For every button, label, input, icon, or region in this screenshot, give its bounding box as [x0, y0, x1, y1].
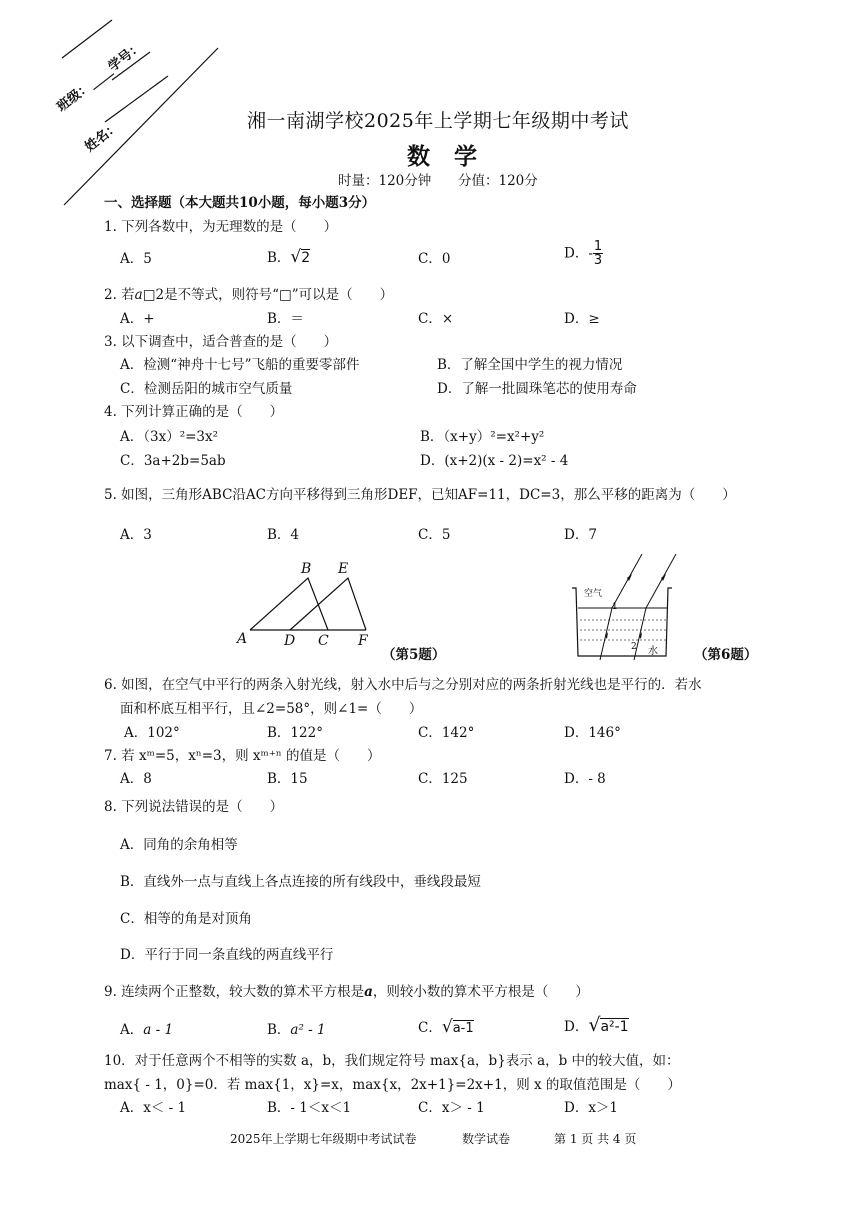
q6-option-c: C．142° [418, 725, 475, 741]
sqrt-icon: √ [441, 1017, 453, 1037]
fig5-caption: （第5题） [382, 647, 446, 663]
fig6-caption: （第6题） [694, 647, 758, 663]
q7-option-c: C．125 [418, 771, 468, 787]
q7-option-d: D．- 8 [564, 771, 606, 787]
footer-exam-name: 2025年上学期七年级期中考试试卷 [230, 1132, 417, 1146]
fig6-water-label: 水 [648, 646, 658, 657]
q5-option-c: C．5 [418, 527, 451, 543]
q8-option-c: C．相等的角是对顶角 [120, 911, 252, 927]
binding-lines [0, 0, 230, 220]
exam-title: 湘一南湖学校2025年上学期七年级期中考试 [247, 110, 629, 132]
q2-stem: 2. 若a□2是不等式，则符号“□”可以是（ ） [104, 287, 394, 303]
subject-title: 数 学 [407, 143, 486, 170]
q8-option-b: B．直线外一点与直线上各点连接的所有线段中，垂线段最短 [120, 874, 481, 890]
fig5-label-a: A [237, 631, 248, 647]
fig5-label-d: D [284, 633, 296, 649]
q3-option-d: D．了解一批圆珠笔芯的使用寿命 [437, 381, 637, 397]
q4-option-a: A．（3x）²=3x² [120, 429, 219, 445]
q4-option-c: C．3a+2b=5ab [120, 453, 226, 469]
fig5-label-e: E [338, 561, 349, 577]
q9-option-d: D．√a²-1 [564, 1014, 629, 1036]
time-info: 时量：120分钟 [338, 173, 432, 189]
q1-option-d: D．- $\frac{1}{3}$ [564, 239, 603, 268]
q2-option-d: D．≥ [564, 311, 600, 327]
fig6-angle2: 2 [631, 642, 637, 652]
q4-stem: 4. 下列计算正确的是（ ） [104, 404, 284, 420]
q5-stem: 5. 如图，三角形ABC沿AC方向平移得到三角形DEF，已知AF=11，DC=3，那么平移的距离为（ ） [104, 487, 736, 503]
sqrt-icon: √ [588, 1014, 601, 1036]
q3-stem: 3. 以下调查中，适合普查的是（ ） [104, 334, 338, 350]
q8-stem: 8. 下列说法错误的是（ ） [104, 799, 284, 815]
q6-option-b: B．122° [267, 725, 323, 741]
fig5-label-c: C [318, 633, 329, 649]
q6-stem-line2: 面和杯底互相平行，且∠2=58°，则∠1=（ ） [120, 701, 423, 717]
q5-option-b: B．4 [267, 527, 300, 543]
section-heading: 一、选择题（本大题共10小题，每小题3分） [104, 195, 376, 211]
fraction: $\frac{1}{3}$ [593, 239, 603, 268]
q3-option-b: B．了解全国中学生的视力情况 [437, 357, 623, 373]
class-label: 班级：____学号： [54, 39, 146, 115]
q2-option-a: A．+ [120, 311, 155, 327]
fig6-angle1: 1 [612, 602, 618, 612]
q1-option-c: C．0 [418, 251, 451, 267]
fig5-label-f: F [358, 633, 368, 649]
q1-stem: 1. 下列各数中，为无理数的是（ ） [104, 219, 338, 235]
q3-option-a: A．检测“神舟十七号”飞船的重要零部件 [120, 357, 360, 373]
footer-page-info: 第 1 页 共 4 页 [554, 1132, 637, 1146]
q1-option-a: A．5 [120, 251, 152, 267]
fig5-label-b: B [301, 561, 312, 577]
q9-option-c: C．√a-1 [418, 1017, 474, 1037]
sqrt-icon: √ [290, 247, 302, 267]
fig6-air-label: 空气 [584, 589, 603, 599]
name-label: 姓名： [82, 119, 123, 155]
q1-option-b: B．√2 [267, 247, 311, 267]
q10-option-b: B．- 1＜x＜1 [267, 1100, 352, 1116]
q4-option-d: D．(x+2)(x - 2)=x² - 4 [420, 453, 569, 469]
q8-option-d: D．平行于同一条直线的两直线平行 [120, 947, 334, 963]
q10-stem-line2: max{ - 1，0}=0．若 max{1，x}=x，max{x，2x+1}=2x+1，则 x 的取值范围是（ ） [104, 1077, 681, 1093]
q7-option-a: A．8 [120, 771, 152, 787]
q5-option-d: D．7 [564, 527, 597, 543]
q7-option-b: B．15 [267, 771, 308, 787]
q6-option-a: A．102° [124, 725, 180, 741]
q10-option-c: C．x＞ - 1 [418, 1100, 485, 1116]
q4-option-b: B．（x+y）²=x²+y² [420, 429, 545, 445]
q10-option-a: A．x＜ - 1 [120, 1100, 187, 1116]
q9-option-a: A．a - 1 [120, 1022, 174, 1038]
q8-option-a: A．同角的余角相等 [120, 837, 238, 853]
q10-stem-line1: 10．对于任意两个不相等的实数 a，b，我们规定符号 max{a，b}表示 a，b 中的较大值，如： [104, 1053, 680, 1069]
q9-option-b: B．a² - 1 [267, 1022, 326, 1038]
q10-option-d: D．x＞1 [564, 1100, 619, 1116]
score-info: 分值：120分 [458, 173, 538, 189]
q2-option-b: B．＝ [267, 311, 304, 327]
q5-option-a: A．3 [120, 527, 152, 543]
q6-stem-line1: 6. 如图，在空气中平行的两条入射光线，射入水中后与之分别对应的两条折射光线也是平行的．若水 [104, 677, 702, 693]
q6-option-d: D．146° [564, 725, 621, 741]
footer-paper-name: 数学试卷 [462, 1132, 511, 1146]
q2-option-c: C．× [418, 311, 454, 327]
q3-option-c: C．检测岳阳的城市空气质量 [120, 381, 293, 397]
q7-stem: 7. 若 xᵐ=5，xⁿ=3，则 xᵐ⁺ⁿ 的值是（ ） [104, 748, 381, 764]
q9-stem: 9. 连续两个正整数，较大数的算术平方根是a，则较小数的算术平方根是（ ） [104, 984, 589, 1000]
